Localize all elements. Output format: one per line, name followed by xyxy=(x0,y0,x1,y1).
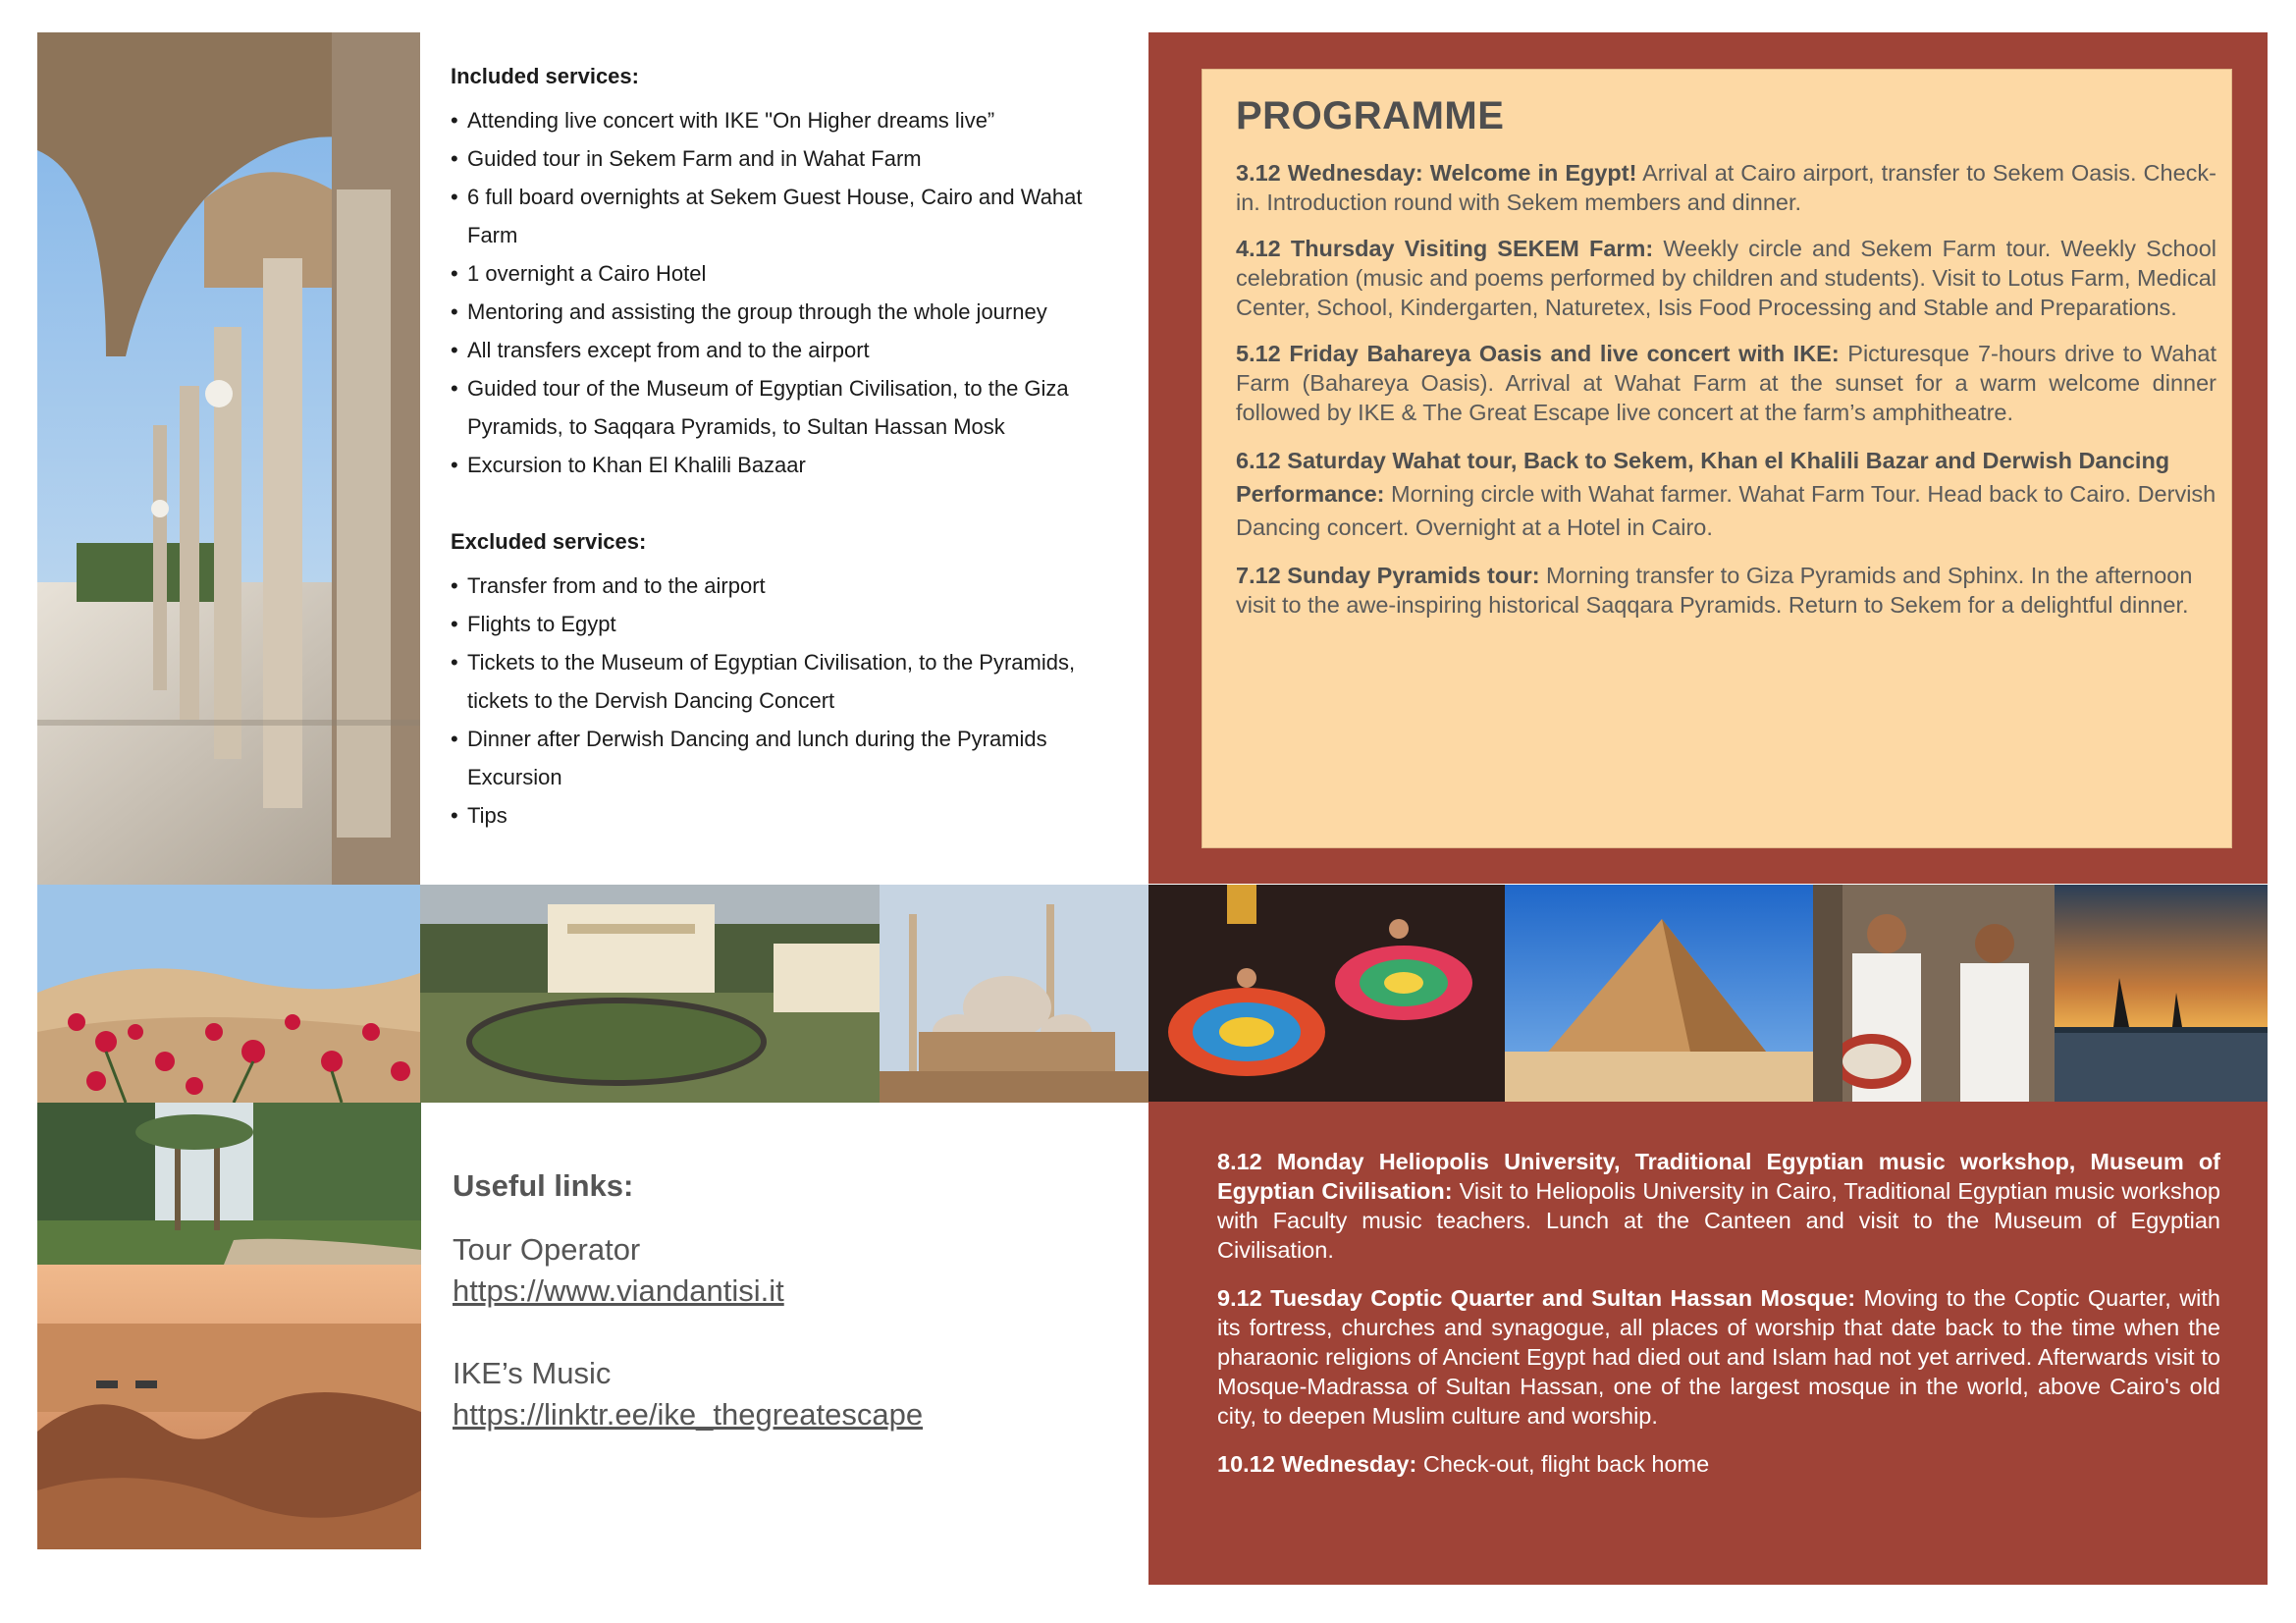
day-heading: 6.12 Saturday Wahat tour, Back to Sekem, Khan el Khalili Bazar and Derwish Dancing Performance: xyxy=(1236,448,2170,507)
programme-day xyxy=(1217,1449,2220,1479)
list-item: • All transfers except from and to the airport xyxy=(451,331,1098,369)
arcade-photo xyxy=(37,32,420,885)
useful-links xyxy=(453,1168,1081,1435)
included-list xyxy=(451,101,1098,484)
programme-day xyxy=(1236,234,2216,322)
palm-garden-photo xyxy=(37,1103,421,1265)
programme-day xyxy=(1217,1283,2220,1431)
list-item: • Flights to Egypt xyxy=(451,605,1098,643)
day-heading: 3.12 Wednesday: Welcome in Egypt! xyxy=(1236,160,1637,186)
programme-continued-content xyxy=(1217,1147,2220,1497)
day-heading: 9.12 Tuesday Coptic Quarter and Sultan Hassan Mosque: xyxy=(1217,1285,1856,1311)
day-heading: 10.12 Wednesday: xyxy=(1217,1451,1417,1477)
programme-day xyxy=(1236,561,2216,620)
tour-operator-link[interactable]: https://www.viandantisi.it xyxy=(453,1273,784,1308)
pyramid-photo xyxy=(1505,885,1813,1103)
links-title: Useful links: xyxy=(453,1168,634,1203)
day-heading: 8.12 Monday Heliopolis University, Traditional Egyptian music workshop, Museum of Egyptian Civilisation: xyxy=(1217,1149,2220,1204)
list-item: • Tickets to the Museum of Egyptian Civilisation, to the Pyramids, tickets to the Dervish Dancing Concert xyxy=(451,643,1098,720)
day-heading: 5.12 Friday Bahareya Oasis and live concert with IKE: xyxy=(1236,341,1840,366)
list-item: • Mentoring and assisting the group through the whole journey xyxy=(451,293,1098,331)
list-item: • Excursion to Khan El Khalili Bazaar xyxy=(451,446,1098,484)
excluded-heading: Excluded services: xyxy=(451,529,647,554)
nile-sunset-photo xyxy=(2055,885,2268,1103)
desert-sunset-photo xyxy=(37,1265,421,1549)
programme-day xyxy=(1236,444,2216,544)
sekem-circle-photo xyxy=(420,885,880,1103)
list-item: • Tips xyxy=(451,796,1098,835)
dervish-dancers-photo xyxy=(1148,885,1505,1103)
day-text: Morning transfer to Giza Pyramids and Sphinx. In the afternoon visit to the awe-inspiring historical Saqqara Pyramids. Return to Sekem for a delightful dinner. xyxy=(1236,563,2193,618)
list-item: • 1 overnight a Cairo Hotel xyxy=(451,254,1098,293)
list-item: • Dinner after Derwish Dancing and lunch during the Pyramids Excursion xyxy=(451,720,1098,796)
day-text: Check-out, flight back home xyxy=(1416,1451,1710,1477)
list-item: • Guided tour of the Museum of Egyptian Civilisation, to the Giza Pyramids, to Saqqara Pyramids, to Sultan Hassan Mosk xyxy=(451,369,1098,446)
music-link[interactable]: https://linktr.ee/ike_thegreatescape xyxy=(453,1397,924,1432)
day-text: Morning circle with Wahat farmer. Wahat Farm Tour. Head back to Cairo. Dervish Dancing concert. Overnight at a Hotel in Cairo. xyxy=(1236,481,2216,540)
music-label: IKE’s Music xyxy=(453,1356,612,1390)
programme-day xyxy=(1217,1147,2220,1265)
included-heading: Included services: xyxy=(451,64,639,88)
musicians-photo xyxy=(1813,885,2055,1103)
day-text: Picturesque 7-hours drive to Wahat Farm (Bahareya Oasis). Arrival at Wahat Farm at the sunset for a warm welcome dinner followed by IKE & The Great Escape live concert at the farm’s amphitheatre. xyxy=(1236,341,2216,425)
list-item: • Guided tour in Sekem Farm and in Wahat Farm xyxy=(451,139,1098,178)
day-text: Arrival at Cairo airport, transfer to Sekem Oasis. Check-in. Introduction round with Sekem members and dinner. xyxy=(1236,160,2216,215)
programme-day xyxy=(1236,158,2216,217)
programme-content xyxy=(1236,94,2216,636)
tour-operator-label: Tour Operator xyxy=(453,1232,641,1267)
citadel-mosque-photo xyxy=(880,885,1148,1103)
day-text: Moving to the Coptic Quarter, with its fortress, churches and synagogue, all places of worship that date back to the time when the pharaonic religions of Ancient Egypt had died out and Islam had not yet arrived. Afterwards visit to Mosque-Madrassa of Sultan Hassan, one of the largest mosque in the world, above Cairo's old city, to deepen Muslim culture and worship. xyxy=(1217,1285,2220,1429)
services-column xyxy=(451,57,1098,835)
day-text: Visit to Heliopolis University in Cairo, Traditional Egyptian music workshop with Faculty music teachers. Lunch at the Canteen and visit to the Museum of Egyptian Civilisation. xyxy=(1217,1178,2220,1263)
list-item: • 6 full board overnights at Sekem Guest House, Cairo and Wahat Farm xyxy=(451,178,1098,254)
day-heading: 4.12 Thursday Visiting SEKEM Farm: xyxy=(1236,236,1654,261)
list-item: • Attending live concert with IKE "On Higher dreams live” xyxy=(451,101,1098,139)
excluded-list xyxy=(451,567,1098,835)
programme-day xyxy=(1236,339,2216,427)
list-item: • Transfer from and to the airport xyxy=(451,567,1098,605)
programme-title: PROGRAMME xyxy=(1236,94,1505,137)
day-text: Weekly circle and Sekem Farm tour. Weekly School celebration (music and poems performed by children and students). Visit to Lotus Farm, Medical Center, School, Kindergarten, Naturetex, Isis Food Processing and Stable and Preparations. xyxy=(1236,236,2216,320)
day-heading: 7.12 Sunday Pyramids tour: xyxy=(1236,563,1540,588)
desert-flowers-photo xyxy=(37,885,420,1103)
